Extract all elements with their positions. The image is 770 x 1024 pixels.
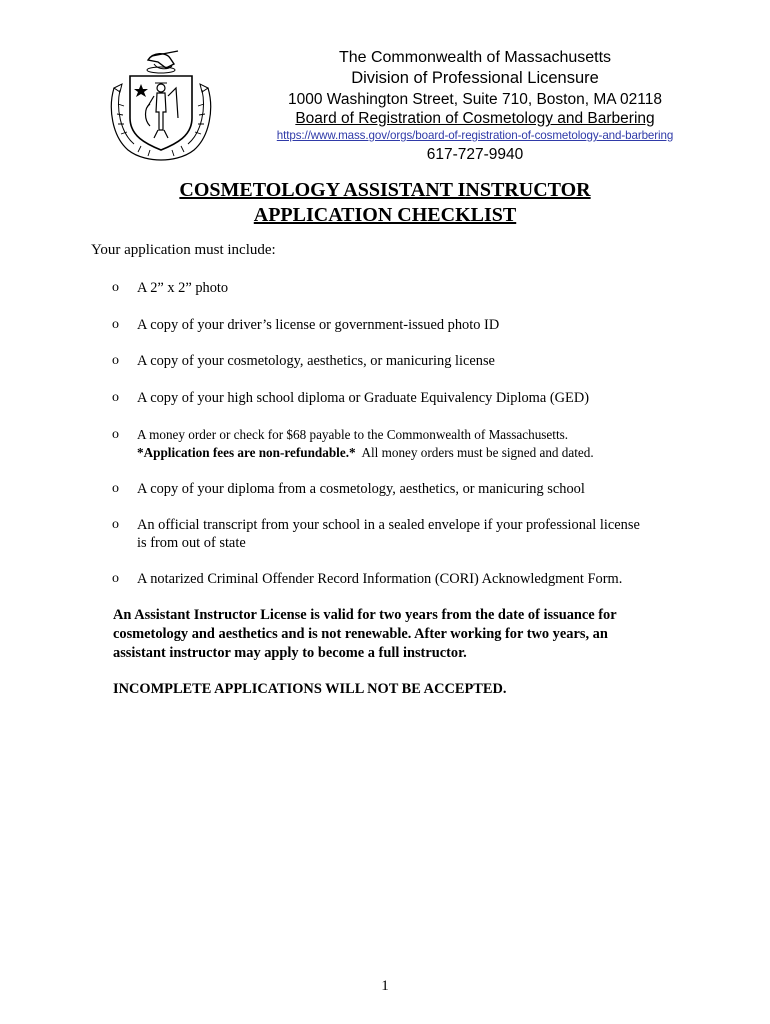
bullet-icon: o (112, 571, 119, 586)
non-refundable-note: *Application fees are non-refundable.* (137, 445, 356, 460)
money-order-note: All money orders must be signed and dated. (355, 445, 594, 460)
notice-line: cosmetology and aesthetics and is not renewable. After working for two years, an (113, 626, 608, 642)
checklist-item-text: A copy of your diploma from a cosmetology, aesthetics, or manicuring school (137, 481, 585, 497)
bullet-icon: o (112, 353, 119, 368)
checklist-item-cori (112, 570, 672, 588)
bullet-icon: o (112, 317, 119, 332)
checklist-item-transcript (112, 516, 672, 552)
checklist-item-fee (112, 426, 672, 462)
bullet-icon: o (112, 517, 119, 532)
checklist-item-text: A copy of your cosmetology, aesthetics, or manicuring license (137, 353, 495, 369)
document-title (0, 178, 770, 228)
checklist-item-photo (112, 279, 672, 297)
notice-line: An Assistant Instructor License is valid for two years from the date of issuance for (113, 607, 617, 623)
checklist-item-text: A copy of your high school diploma or Graduate Equivalency Diploma (GED) (137, 390, 589, 406)
fee-note (137, 444, 672, 462)
board-website-link[interactable]: https://www.mass.gov/orgs/board-of-registration-of-cosmetology-and-barbering (276, 129, 674, 142)
title-line-1: COSMETOLOGY ASSISTANT INSTRUCTOR (179, 179, 591, 201)
checklist-item-text: A money order or check for $68 payable to the Commonwealth of Massachusetts. (137, 427, 569, 442)
massachusetts-seal-logo (108, 48, 214, 162)
page-number: 1 (381, 978, 389, 994)
phone-number: 617-727-9940 (426, 146, 524, 163)
notice-line: assistant instructor may apply to become a full instructor. (113, 645, 467, 661)
title-line-2: APPLICATION CHECKLIST (253, 204, 517, 226)
checklist-item-school-diploma (112, 480, 672, 498)
incomplete-warning: INCOMPLETE APPLICATIONS WILL NOT BE ACCEPTED. (113, 681, 507, 697)
license-validity-notice (113, 606, 673, 663)
checklist-item-text: A copy of your driver’s license or government-issued photo ID (137, 317, 500, 333)
address-line: 1000 Washington Street, Suite 710, Boston, MA 02118 (288, 91, 662, 108)
board-name: Board of Registration of Cosmetology and Barbering (295, 110, 655, 127)
commonwealth-line: The Commonwealth of Massachusetts (338, 49, 612, 66)
checklist-item-text: A notarized Criminal Offender Record Information (CORI) Acknowledgment Form. (137, 571, 623, 587)
intro-text: Your application must include: (91, 242, 276, 258)
bullet-icon: o (112, 280, 119, 295)
division-line: Division of Professional Licensure (351, 69, 599, 87)
checklist-item-diploma-ged (112, 389, 672, 407)
bullet-icon: o (112, 390, 119, 405)
checklist-item-text: A 2” x 2” photo (137, 280, 229, 296)
bullet-icon: o (112, 481, 119, 496)
checklist-item-license (112, 352, 672, 370)
bullet-icon: o (112, 427, 119, 442)
agency-header (240, 48, 710, 164)
checklist-item-text: An official transcript from your school in a sealed envelope if your professional license (137, 517, 640, 533)
checklist-item-photo-id (112, 316, 672, 334)
checklist-item-text-cont: is from out of state (137, 535, 246, 551)
